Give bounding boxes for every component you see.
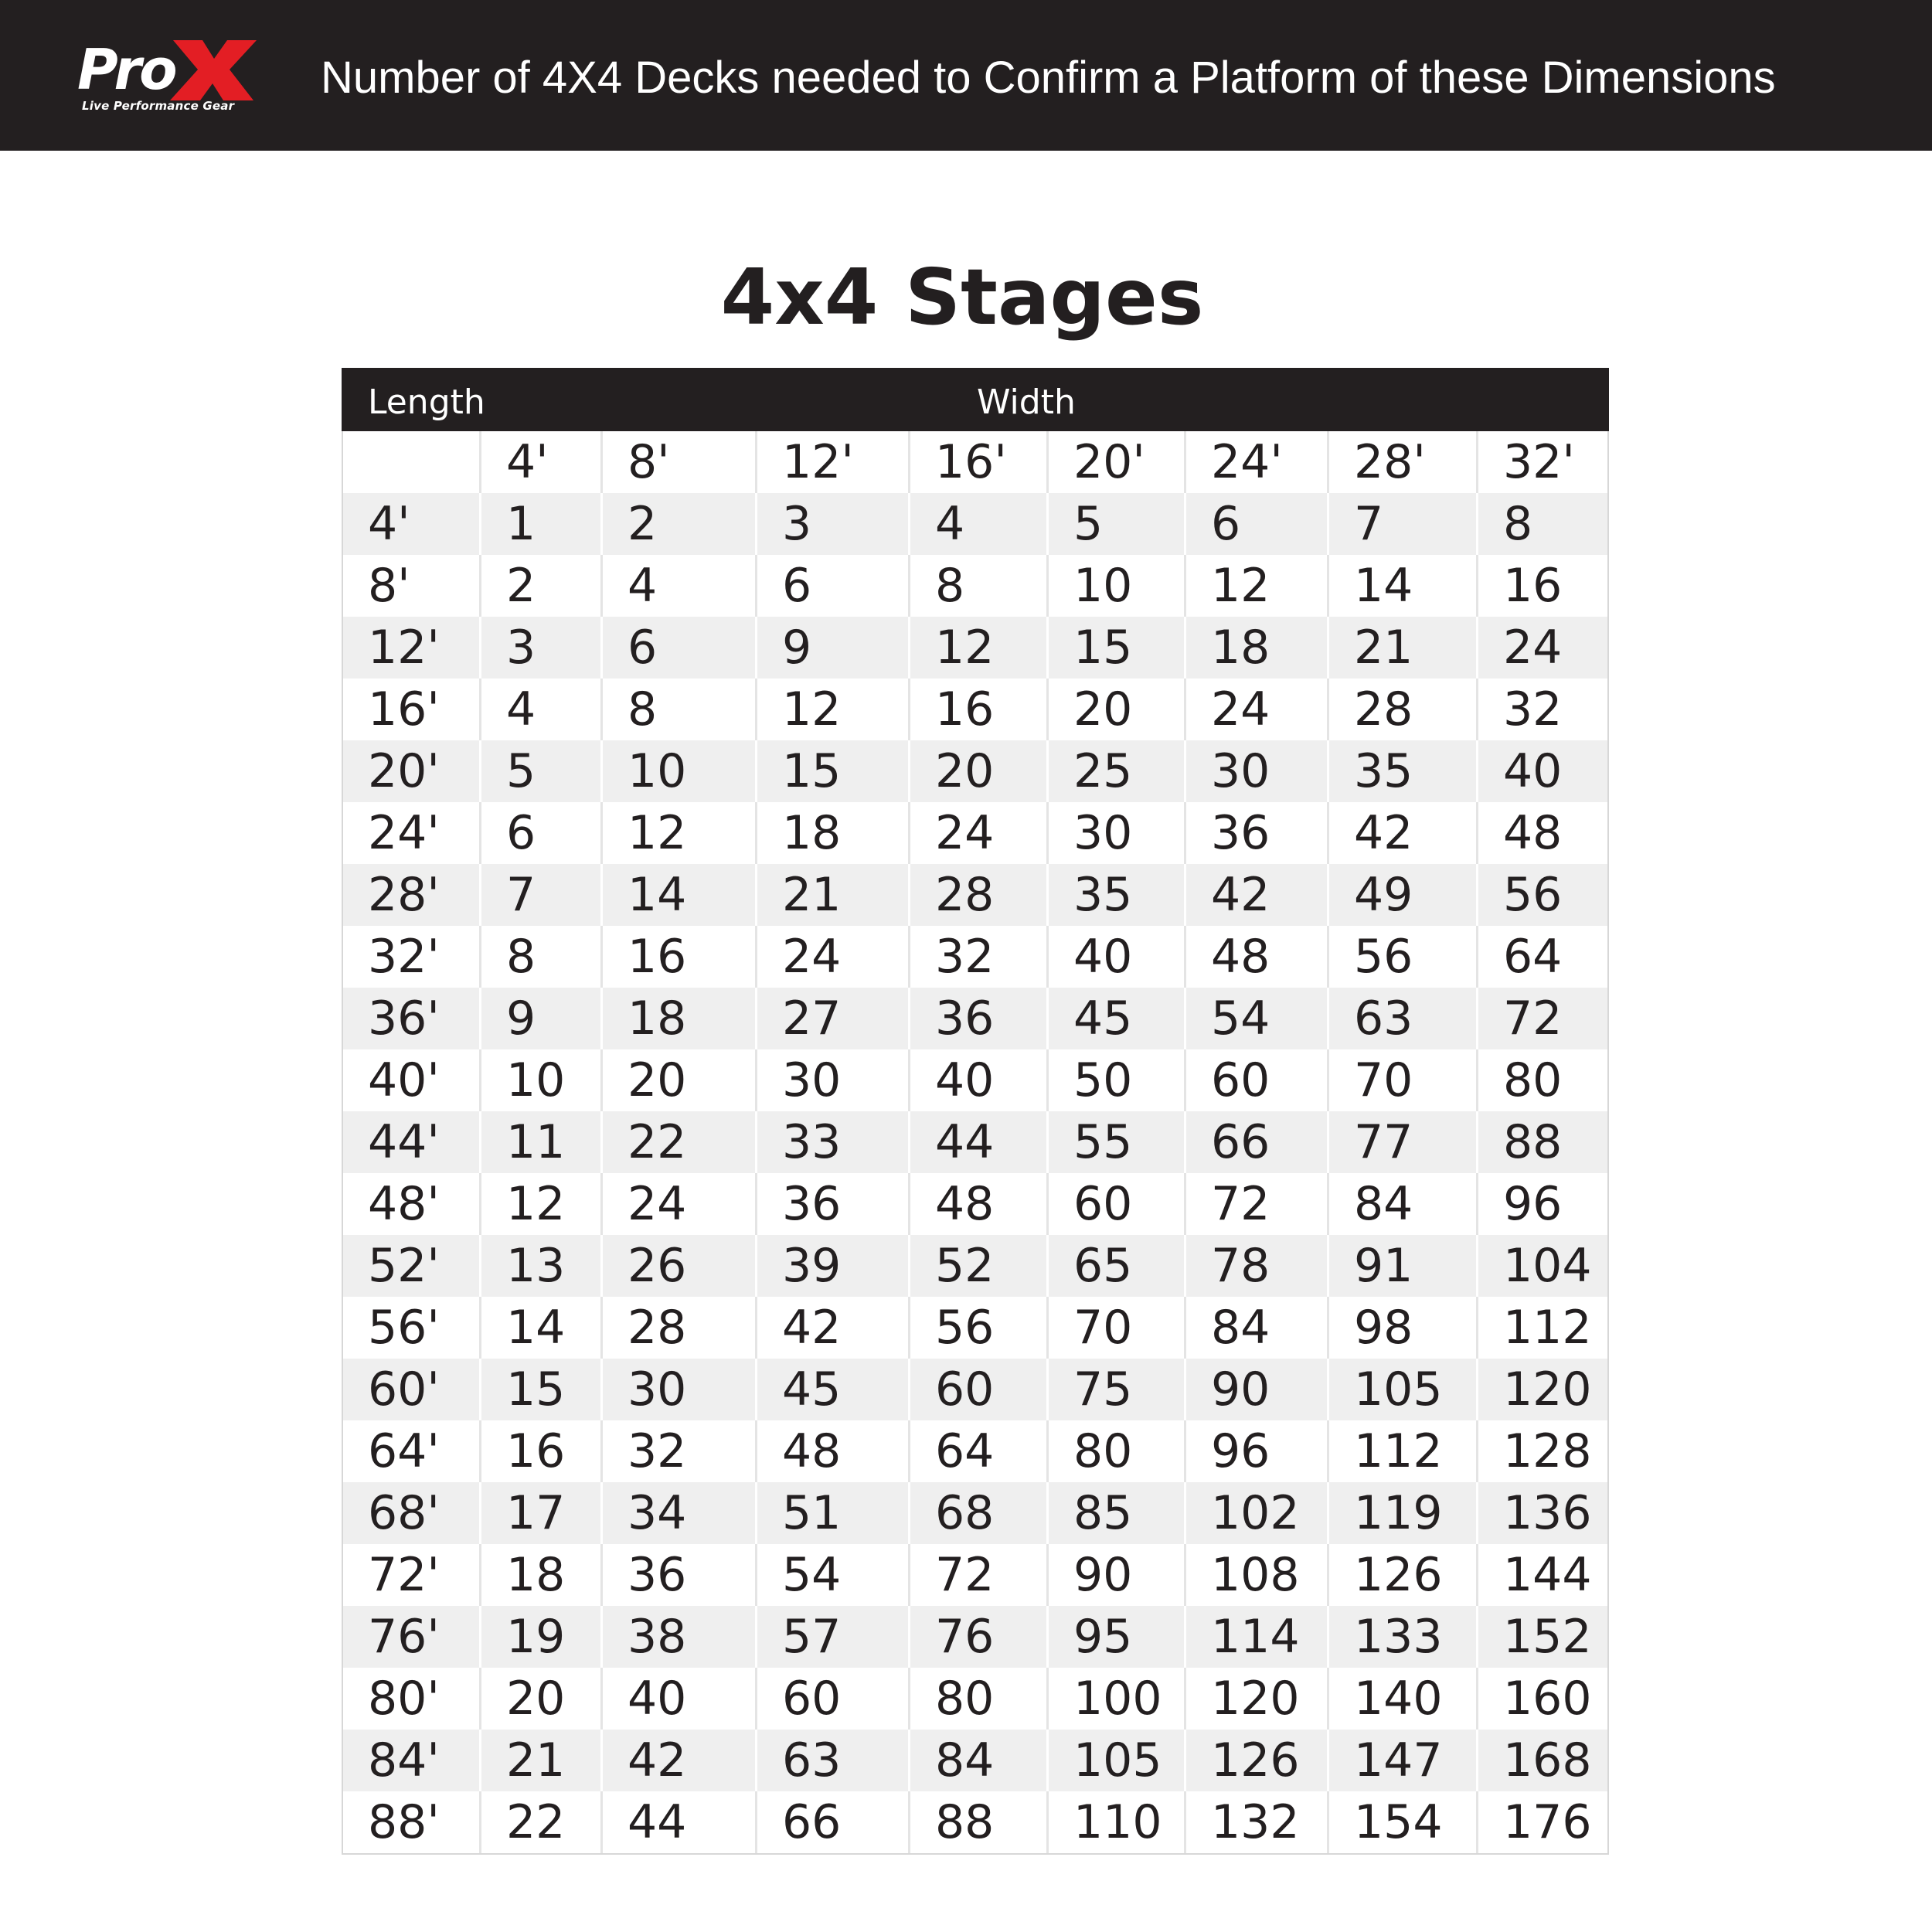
- table-cell: 24': [1186, 431, 1329, 493]
- table-cell: 24: [757, 926, 910, 988]
- table-cell: 57: [757, 1606, 910, 1668]
- table-cell: 60: [1186, 1049, 1329, 1111]
- row-label-cell: 44': [343, 1111, 481, 1173]
- table-cell: 18: [481, 1544, 603, 1606]
- table-cell: 35: [1049, 864, 1186, 926]
- table-cell: 12: [481, 1173, 603, 1235]
- table-cell: 28: [603, 1297, 757, 1359]
- table-cell: 56: [1503, 868, 1563, 922]
- table-cell: 56: [910, 1297, 1049, 1359]
- row-label-cell: 16': [343, 679, 481, 740]
- table-cell: 84: [910, 1730, 1049, 1791]
- table-cell: 5: [1049, 493, 1186, 555]
- table-cell: 105: [1329, 1359, 1478, 1420]
- table-cell: 66: [1186, 1111, 1329, 1173]
- table-cell: 48: [1503, 806, 1563, 860]
- table-cell: 15: [757, 740, 910, 802]
- row-label-cell: 20': [343, 740, 481, 802]
- table-cell: 42: [1186, 864, 1329, 926]
- table-cell: 95: [1049, 1606, 1186, 1668]
- row-label-cell: [343, 431, 481, 493]
- table-cell: 110: [1049, 1791, 1186, 1853]
- table-cell: 15: [481, 1359, 603, 1420]
- table-cell: 102: [1186, 1482, 1329, 1544]
- row-label-cell: 84': [343, 1730, 481, 1791]
- table-cell: 70: [1329, 1049, 1478, 1111]
- row-label-cell: 56': [343, 1297, 481, 1359]
- row-label-cell: 64': [343, 1420, 481, 1482]
- table-cell: 32': [1503, 435, 1575, 489]
- table-cell: 36: [603, 1544, 757, 1606]
- table-cell: 65: [1049, 1235, 1186, 1297]
- table-cell: 5: [481, 740, 603, 802]
- table-row: [343, 555, 1607, 617]
- table-cell: 85: [1049, 1482, 1186, 1544]
- table-cell: 63: [1329, 988, 1478, 1049]
- table-cell: 54: [757, 1544, 910, 1606]
- table-cell: 68: [910, 1482, 1049, 1544]
- table-cell: 20: [1049, 679, 1186, 740]
- row-label-cell: 80': [343, 1668, 481, 1730]
- table-cell: 36: [1186, 802, 1329, 864]
- table-row: [343, 864, 1607, 926]
- row-label-cell: 68': [343, 1482, 481, 1544]
- table-cell: 64: [1503, 930, 1563, 984]
- table-cell: 72: [1503, 992, 1563, 1046]
- width-label: Width: [977, 383, 1076, 422]
- table-cell: 72: [1186, 1173, 1329, 1235]
- table-cell: 80: [910, 1668, 1049, 1730]
- table-cell: 112: [1503, 1301, 1592, 1355]
- table-cell: 6: [757, 555, 910, 617]
- table-cell: 48: [1186, 926, 1329, 988]
- table-row: [343, 926, 1607, 988]
- table-cell: 48: [757, 1420, 910, 1482]
- table-cell: 8: [1503, 497, 1533, 551]
- table-cell: 16: [481, 1420, 603, 1482]
- table-cell: 88: [910, 1791, 1049, 1853]
- header-caption: Number of 4X4 Decks needed to Confirm a Platform of these Dimensions: [321, 53, 1776, 103]
- table-cell: 160: [1503, 1672, 1592, 1726]
- table-cell: 152: [1503, 1610, 1592, 1664]
- table-cell: 50: [1049, 1049, 1186, 1111]
- table-row: [343, 1049, 1607, 1111]
- table-cell: 18: [757, 802, 910, 864]
- table-cell: 66: [757, 1791, 910, 1853]
- table-cell: 144: [1503, 1548, 1592, 1602]
- table-cell: 40: [603, 1668, 757, 1730]
- row-label-cell: 40': [343, 1049, 481, 1111]
- row-label-cell: 32': [343, 926, 481, 988]
- row-label-cell: 60': [343, 1359, 481, 1420]
- row-label-cell: 12': [343, 617, 481, 679]
- table-cell: 136: [1503, 1486, 1592, 1540]
- row-label-cell: 24': [343, 802, 481, 864]
- table-cell: 51: [757, 1482, 910, 1544]
- table-cell: 49: [1329, 864, 1478, 926]
- table-cell: 20: [481, 1668, 603, 1730]
- table-cell: 4: [603, 555, 757, 617]
- table-row: [343, 1544, 1607, 1606]
- table-row: [343, 1482, 1607, 1544]
- table-cell: 32: [1503, 682, 1563, 736]
- table-cell: 77: [1329, 1111, 1478, 1173]
- table-cell: 90: [1186, 1359, 1329, 1420]
- table-row: [343, 740, 1607, 802]
- table-header-bar: [342, 368, 1609, 431]
- table-cell: 147: [1329, 1730, 1478, 1791]
- table-cell: 154: [1329, 1791, 1478, 1853]
- table-cell: 55: [1049, 1111, 1186, 1173]
- table-cell: 26: [603, 1235, 757, 1297]
- table-cell: 24: [910, 802, 1049, 864]
- table-cell: 28: [910, 864, 1049, 926]
- table-row: [343, 1297, 1607, 1359]
- logo-tagline: Live Performance Gear: [82, 99, 235, 113]
- table-cell: 10: [1049, 555, 1186, 617]
- table-cell: 78: [1186, 1235, 1329, 1297]
- row-label-cell: 48': [343, 1173, 481, 1235]
- table-row: [343, 1791, 1607, 1853]
- deck-count-table: [342, 431, 1609, 1855]
- table-row: [343, 1111, 1607, 1173]
- table-cell: 12: [1186, 555, 1329, 617]
- table-cell: 100: [1049, 1668, 1186, 1730]
- table-cell: 126: [1329, 1544, 1478, 1606]
- table-cell: 104: [1503, 1239, 1592, 1293]
- table-cell: 54: [1186, 988, 1329, 1049]
- prox-logo: [77, 39, 263, 116]
- table-cell: 84: [1329, 1173, 1478, 1235]
- table-cell: 42: [603, 1730, 757, 1791]
- table-cell: 72: [910, 1544, 1049, 1606]
- table-cell: 3: [481, 617, 603, 679]
- table-cell: 40: [910, 1049, 1049, 1111]
- table-cell: 42: [1329, 802, 1478, 864]
- table-cell: 80: [1503, 1053, 1563, 1107]
- logo-x-mark: [168, 40, 260, 100]
- table-cell: 25: [1049, 740, 1186, 802]
- page-title: 4x4 Stages: [720, 252, 1204, 342]
- header-bar: [0, 0, 1932, 151]
- table-cell: 132: [1186, 1791, 1329, 1853]
- table-cell: 22: [603, 1111, 757, 1173]
- table-cell: 45: [757, 1359, 910, 1420]
- table-cell: 16: [1503, 559, 1563, 613]
- table-cell: 126: [1186, 1730, 1329, 1791]
- table-cell: 16: [910, 679, 1049, 740]
- table-cell: 12: [603, 802, 757, 864]
- table-cell: 7: [1329, 493, 1478, 555]
- logo-wordmark: Pro: [77, 37, 175, 102]
- table-cell: 140: [1329, 1668, 1478, 1730]
- table-cell: 20: [603, 1049, 757, 1111]
- table-cell: 2: [603, 493, 757, 555]
- row-label-cell: 76': [343, 1606, 481, 1668]
- table-cell: 112: [1329, 1420, 1478, 1482]
- table-row: [343, 679, 1607, 740]
- table-cell: 8: [910, 555, 1049, 617]
- table-cell: 44: [910, 1111, 1049, 1173]
- table-cell: 176: [1503, 1795, 1592, 1849]
- table-cell: 20: [910, 740, 1049, 802]
- table-cell: 4: [481, 679, 603, 740]
- table-cell: 6: [481, 802, 603, 864]
- table-row: [343, 1359, 1607, 1420]
- table-cell: 119: [1329, 1482, 1478, 1544]
- table-cell: 30: [1186, 740, 1329, 802]
- table-row: [343, 802, 1607, 864]
- table-cell: 63: [757, 1730, 910, 1791]
- table-cell: 36: [757, 1173, 910, 1235]
- table-row: [343, 493, 1607, 555]
- table-cell: 120: [1186, 1668, 1329, 1730]
- row-label-cell: 36': [343, 988, 481, 1049]
- table-cell: 36: [910, 988, 1049, 1049]
- table-cell: 28: [1329, 679, 1478, 740]
- table-cell: 10: [481, 1049, 603, 1111]
- table-cell: 6: [1186, 493, 1329, 555]
- table-cell: 14: [1329, 555, 1478, 617]
- table-cell: 133: [1329, 1606, 1478, 1668]
- table-cell: 18: [1186, 617, 1329, 679]
- row-label-cell: 88': [343, 1791, 481, 1853]
- table-cell: 80: [1049, 1420, 1186, 1482]
- table-cell: 34: [603, 1482, 757, 1544]
- table-cell: 91: [1329, 1235, 1478, 1297]
- width-header-row: [343, 431, 1607, 493]
- table-row: [343, 988, 1607, 1049]
- table-row: [343, 1420, 1607, 1482]
- table-cell: 48: [910, 1173, 1049, 1235]
- table-cell: 10: [603, 740, 757, 802]
- table-cell: 13: [481, 1235, 603, 1297]
- table-cell: 114: [1186, 1606, 1329, 1668]
- table-cell: 21: [757, 864, 910, 926]
- table-cell: 11: [481, 1111, 603, 1173]
- table-cell: 128: [1503, 1424, 1592, 1478]
- table-cell: 24: [603, 1173, 757, 1235]
- table-cell: 27: [757, 988, 910, 1049]
- table-cell: 52: [910, 1235, 1049, 1297]
- table-cell: 12': [757, 431, 910, 493]
- row-label-cell: 28': [343, 864, 481, 926]
- row-label-cell: 8': [343, 555, 481, 617]
- table-cell: 24: [1186, 679, 1329, 740]
- table-cell: 4: [910, 493, 1049, 555]
- table-cell: 120: [1503, 1362, 1592, 1417]
- table-cell: 12: [757, 679, 910, 740]
- table-cell: 96: [1186, 1420, 1329, 1482]
- table-cell: 2: [481, 555, 603, 617]
- table-cell: 75: [1049, 1359, 1186, 1420]
- table-cell: 24: [1503, 621, 1563, 675]
- table-cell: 30: [1049, 802, 1186, 864]
- row-label-cell: 72': [343, 1544, 481, 1606]
- table-cell: 21: [481, 1730, 603, 1791]
- table-cell: 9: [757, 617, 910, 679]
- table-cell: 8': [603, 431, 757, 493]
- table-row: [343, 1235, 1607, 1297]
- table-cell: 42: [757, 1297, 910, 1359]
- table-cell: 90: [1049, 1544, 1186, 1606]
- table-row: [343, 1730, 1607, 1791]
- table-cell: 35: [1329, 740, 1478, 802]
- row-label-cell: 52': [343, 1235, 481, 1297]
- table-cell: 32: [603, 1420, 757, 1482]
- table-cell: 1: [481, 493, 603, 555]
- table-cell: 17: [481, 1482, 603, 1544]
- table-cell: 108: [1186, 1544, 1329, 1606]
- table-cell: 76: [910, 1606, 1049, 1668]
- length-label: Length: [368, 383, 485, 422]
- table-row: [343, 1606, 1607, 1668]
- table-cell: 3: [757, 493, 910, 555]
- table-cell: 21: [1329, 617, 1478, 679]
- table-cell: 7: [481, 864, 603, 926]
- table-cell: 6: [603, 617, 757, 679]
- table-cell: 38: [603, 1606, 757, 1668]
- table-cell: 40: [1503, 744, 1563, 798]
- table-cell: 60: [1049, 1173, 1186, 1235]
- table-cell: 32: [910, 926, 1049, 988]
- table-cell: 60: [910, 1359, 1049, 1420]
- table-cell: 98: [1329, 1297, 1478, 1359]
- table-cell: 19: [481, 1606, 603, 1668]
- table-cell: 39: [757, 1235, 910, 1297]
- table-row: [343, 617, 1607, 679]
- table-cell: 70: [1049, 1297, 1186, 1359]
- table-cell: 28': [1329, 431, 1478, 493]
- table-cell: 15: [1049, 617, 1186, 679]
- table-cell: 168: [1503, 1733, 1592, 1787]
- table-cell: 40: [1049, 926, 1186, 988]
- table-cell: 9: [481, 988, 603, 1049]
- table-cell: 30: [603, 1359, 757, 1420]
- table-cell: 20': [1049, 431, 1186, 493]
- table-cell: 105: [1049, 1730, 1186, 1791]
- table-cell: 14: [481, 1297, 603, 1359]
- table-cell: 4': [481, 431, 603, 493]
- table-cell: 8: [603, 679, 757, 740]
- row-label-cell: 4': [343, 493, 481, 555]
- table-row: [343, 1173, 1607, 1235]
- table-cell: 8: [481, 926, 603, 988]
- table-cell: 30: [757, 1049, 910, 1111]
- table-cell: 16: [603, 926, 757, 988]
- table-cell: 88: [1503, 1115, 1563, 1169]
- table-cell: 84: [1186, 1297, 1329, 1359]
- table-cell: 64: [910, 1420, 1049, 1482]
- table-cell: 14: [603, 864, 757, 926]
- table-cell: 60: [757, 1668, 910, 1730]
- table-cell: 56: [1329, 926, 1478, 988]
- table-cell: 22: [481, 1791, 603, 1853]
- table-row: [343, 1668, 1607, 1730]
- table-cell: 96: [1503, 1177, 1563, 1231]
- table-cell: 44: [603, 1791, 757, 1853]
- table-cell: 12: [910, 617, 1049, 679]
- table-cell: 18: [603, 988, 757, 1049]
- table-cell: 16': [910, 431, 1049, 493]
- table-cell: 45: [1049, 988, 1186, 1049]
- table-cell: 33: [757, 1111, 910, 1173]
